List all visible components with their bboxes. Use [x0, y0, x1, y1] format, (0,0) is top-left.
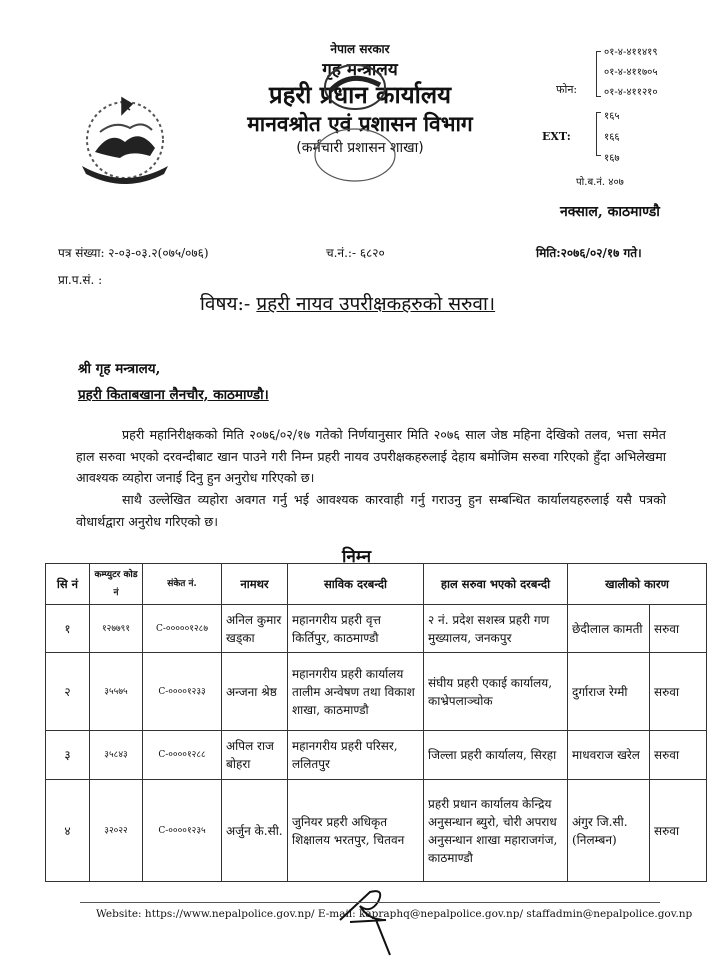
- cell-previous-post: महानगरीय प्रहरी कार्यालय तालीम अन्वेषण तथा विकाश शाखा, काठमाण्डौ: [288, 653, 424, 731]
- cell-vacated-by: दुर्गाराज रेग्मी: [568, 653, 650, 731]
- office-stamp-icon: [300, 55, 410, 185]
- phone-bracket: [596, 51, 601, 97]
- addressee: [78, 356, 269, 408]
- header-vacancy-reason: खालीको कारण: [568, 564, 707, 605]
- transfer-table: [45, 563, 707, 882]
- cell-symbol-no: C-००००१२८८: [143, 731, 222, 780]
- cell-symbol-no: C-००००१२३३: [143, 653, 222, 731]
- cell-vacated-by: अंगुर जि.सी. (निलम्बन): [568, 780, 650, 882]
- phone-number: ०१-४-४११७०५: [604, 67, 658, 78]
- table-row: [46, 780, 707, 882]
- header-symbol-no: संकेत नं.: [143, 564, 222, 605]
- cell-vacated-by: छेदीलाल कामती: [568, 605, 650, 653]
- cell-previous-post: महानगरीय प्रहरी वृत्त किर्तिपुर, काठमाण्डौ: [288, 605, 424, 653]
- dispatch-number: च.नं.:- ६८२०: [326, 246, 385, 260]
- cell-reason: सरुवा: [650, 780, 707, 882]
- phone-label: फोन:: [556, 83, 578, 96]
- header-sn: सि नं: [46, 564, 90, 605]
- cell-current-post: जिल्ला प्रहरी कार्यालय, सिरहा: [424, 731, 568, 780]
- cell-current-post: २ नं. प्रदेश सशस्त्र प्रहरी गण मुख्यालय, जनकपुर: [424, 605, 568, 653]
- ministry-name: गृह मन्त्रालय: [322, 60, 398, 80]
- cell-name: अन्जना श्रेष्ठ: [222, 653, 288, 731]
- header-computer-code: कम्प्युटर कोड नं: [90, 564, 143, 605]
- cell-reason: सरुवा: [650, 653, 707, 731]
- body-paragraph-2: साथै उल्लेखित व्यहोरा अवगत गर्नु भई आवश्यक कारवाही गर्नु गराउनु हुन सम्बन्धित कार्यालयहरुलाई यसै पत्रको वोधार्थद्वारा अनुरोध गरिएको छ।: [76, 492, 666, 529]
- footer-divider: [80, 902, 660, 903]
- letter-number: पत्र संख्या: २-०३-०३.२(०७५/०७६): [58, 246, 209, 260]
- cell-sn: २: [46, 653, 90, 731]
- addressee-line-2: प्रहरी किताबखाना लैनचौर, काठमाण्डौ।: [78, 387, 269, 403]
- letter-date: मिति:२०७६/०२/१७ गते।: [536, 246, 642, 260]
- nepal-emblem-icon: [70, 90, 180, 190]
- cell-computer-code: ३५५७५: [90, 653, 143, 731]
- phone-number: ०१-४-४११४१९: [604, 47, 658, 58]
- ext-label: EXT:: [542, 130, 571, 143]
- cell-computer-code: ३५८४३: [90, 731, 143, 780]
- body-paragraph-1: प्रहरी महानिरीक्षकको मिति २०७६/०२/१७ गतेको निर्णयानुसार मिति २०७६ साल जेष्ठ महिना देखिको तलव, भत्ता समेत हाल सरुवा भएको दरवन्दीबाट खान पाउने गरी निम्न प्रहरी नायव उपरीक्षकहरुलाई देहाय बमोजिम सरुवा गरिएको हुँदा अभिलेखमा आवश्यक व्यहोरा जनाई दिनु हुन अनुरोध गरिएको छ।: [76, 427, 666, 485]
- phone-number: ०१-४-४११२१०: [604, 87, 658, 98]
- ext-number: १६६: [604, 132, 620, 143]
- table-header-row: [46, 564, 707, 605]
- cell-sn: ३: [46, 731, 90, 780]
- cell-previous-post: जुनियर प्रहरी अधिकृत शिक्षालय भरतपुर, चितवन: [288, 780, 424, 882]
- cell-reason: सरुवा: [650, 731, 707, 780]
- cell-name: अनिल कुमार खड्का: [222, 605, 288, 653]
- cell-previous-post: महानगरीय प्रहरी परिसर, ललितपुर: [288, 731, 424, 780]
- cell-computer-code: १२७७९१: [90, 605, 143, 653]
- cell-current-post: संघीय प्रहरी एकाई कार्यालय, काभ्रेपलाञ्चोक: [424, 653, 568, 731]
- cell-reason: सरुवा: [650, 605, 707, 653]
- cell-sn: १: [46, 605, 90, 653]
- subject-label: विषय:-: [200, 293, 251, 315]
- cell-name: अर्जुन के.सी.: [222, 780, 288, 882]
- table-title: निम्न: [342, 547, 372, 567]
- addressee-line-1: श्री गृह मन्त्रालय,: [78, 361, 161, 377]
- ext-number: १६७: [604, 153, 620, 164]
- cell-computer-code: ३२०२२: [90, 780, 143, 882]
- table-row: [46, 731, 707, 780]
- branch-name: (कर्मचारी प्रशासन शाखा): [296, 140, 424, 156]
- table-row: [46, 605, 707, 653]
- prps-number: प्रा.प.सं. :: [58, 273, 103, 287]
- cell-sn: ४: [46, 780, 90, 882]
- cell-symbol-no: C-००००१२३५: [143, 780, 222, 882]
- office-address: नक्साल, काठमाण्डौ: [560, 204, 660, 220]
- signature-icon: [330, 880, 400, 960]
- department-name: मानवश्रोत एवं प्रशासन विभाग: [247, 112, 473, 136]
- cell-vacated-by: माधवराज खरेल: [568, 731, 650, 780]
- footer-contact: Website: https://www.nepalpolice.gov.np/ E-mail: kapraphq@nepalpolice.gov.np/ staffadmin@nepalpolice.gov.np: [96, 908, 693, 920]
- ext-number: १६५: [604, 111, 620, 122]
- office-name: प्रहरी प्रधान कार्यालय: [268, 81, 452, 109]
- po-box: पो.ब.नं. ४०७: [576, 177, 624, 188]
- subject-line: [200, 290, 495, 316]
- subject-text: प्रहरी नायव उपरीक्षकहरुको सरुवा।: [256, 293, 496, 315]
- government-name: नेपाल सरकार: [330, 42, 390, 56]
- cell-name: अपिल राज बोहरा: [222, 731, 288, 780]
- header-current-post: हाल सरुवा भएको दरबन्दी: [424, 564, 568, 605]
- cell-symbol-no: C-०००००१२८७: [143, 605, 222, 653]
- cell-current-post: प्रहरी प्रधान कार्यालय केन्द्रिय अनुसन्धान ब्युरो, चोरी अपराध अनुसन्धान शाखा महाराजगंज, काठमाण्डौ: [424, 780, 568, 882]
- header-name: नामथर: [222, 564, 288, 605]
- header-previous-post: साविक दरबन्दी: [288, 564, 424, 605]
- table-row: [46, 653, 707, 731]
- ext-bracket: [596, 112, 601, 156]
